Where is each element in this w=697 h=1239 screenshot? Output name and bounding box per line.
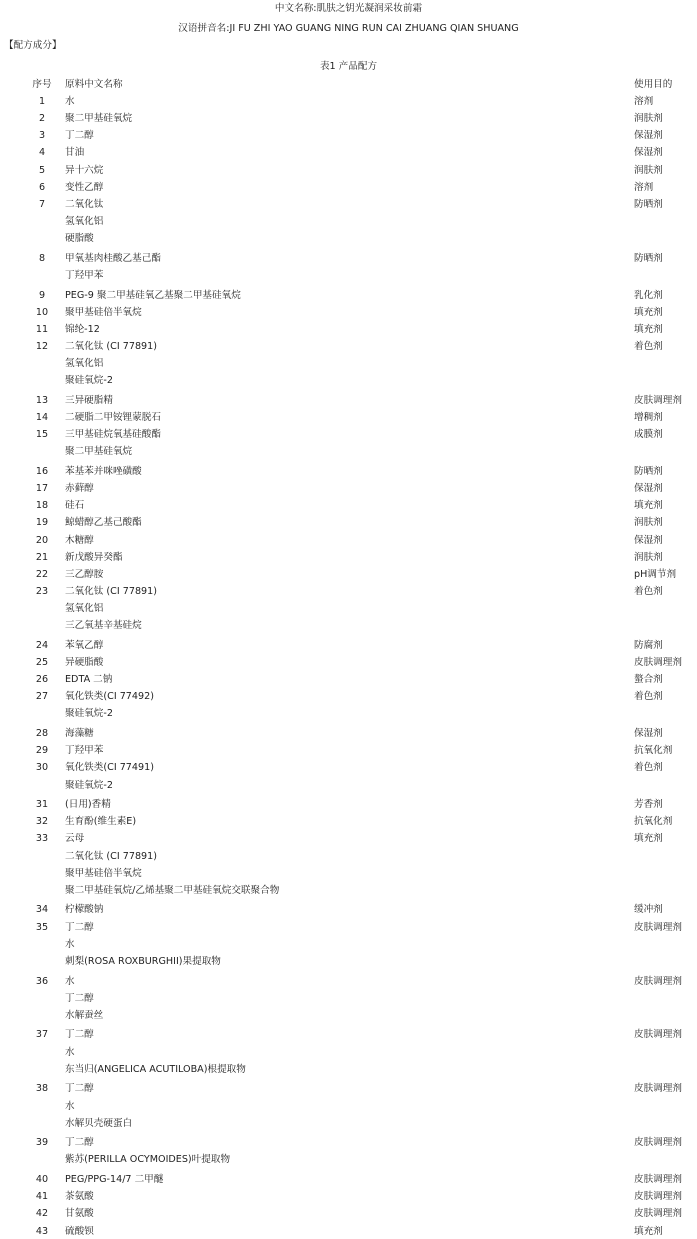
usage-purpose: 溶剂 xyxy=(634,96,654,107)
ingredient-name: 水 xyxy=(65,96,75,107)
row-number: 24 xyxy=(35,639,49,651)
ingredient-name: 氧化铁类(CI 77491) xyxy=(65,762,154,774)
table-row xyxy=(0,1189,697,1204)
usage-purpose: 填充剂 xyxy=(634,323,663,335)
usage-purpose: 保湿剂 xyxy=(634,130,663,142)
ingredient-name: 三异硬脂精 xyxy=(65,394,113,406)
ingredient-name: 三甲基硅烷氧基硅酸酯 xyxy=(65,429,161,441)
usage-purpose: 缓冲剂 xyxy=(634,904,663,916)
row-number: 43 xyxy=(35,1225,49,1237)
column-header-no: 序号 xyxy=(32,79,52,90)
table-row xyxy=(0,111,697,126)
ingredient-name: 丁二醇 xyxy=(65,1029,94,1041)
ingredient-name: 苯基苯并咪唑磺酸 xyxy=(65,465,142,477)
table-row xyxy=(0,743,697,758)
table-row-continuation xyxy=(0,356,697,371)
row-number: 42 xyxy=(35,1208,49,1220)
row-number: 19 xyxy=(35,517,49,529)
table-row xyxy=(0,322,697,337)
table-row xyxy=(0,410,697,425)
ingredient-name: 丁二醇 xyxy=(65,130,94,142)
row-number: 30 xyxy=(35,762,49,774)
row-number: 13 xyxy=(35,394,49,406)
row-number: 1 xyxy=(38,96,46,107)
row-number: 25 xyxy=(35,657,49,668)
ingredient-name: 茶氨酸 xyxy=(65,1191,94,1203)
row-number: 35 xyxy=(35,921,49,933)
row-number: 8 xyxy=(38,252,46,264)
ingredient-name: 水 xyxy=(65,938,75,950)
table-row-continuation xyxy=(0,214,697,229)
pinyin-name-line: 汉语拼音名:JI FU ZHI YAO GUANG NING RUN CAI ZHUANG QIAN SHUANG xyxy=(178,23,519,34)
table-row xyxy=(0,128,697,143)
usage-purpose: 填充剂 xyxy=(634,500,663,512)
ingredient-name: 甘氨酸 xyxy=(65,1208,94,1220)
usage-purpose: 皮肤调理剂 xyxy=(634,1029,682,1041)
usage-purpose: 溶剂 xyxy=(634,181,654,193)
ingredient-name: 二氧化钛 xyxy=(65,198,104,210)
table-row xyxy=(0,797,697,812)
table-row xyxy=(0,180,697,195)
table-row xyxy=(0,1172,697,1187)
ingredient-name: 甲氧基肉桂酸乙基己酯 xyxy=(65,252,161,264)
ingredient-name: 三乙氧基辛基硅烷 xyxy=(65,620,142,632)
table-row xyxy=(0,920,697,935)
column-header-ingredient: 原料中文名称 xyxy=(65,79,123,90)
ingredient-name: 丁二醇 xyxy=(65,1137,94,1149)
table-row xyxy=(0,726,697,741)
ingredient-name: 赤藓醇 xyxy=(65,483,94,495)
ingredient-name: 海藻糖 xyxy=(65,728,94,739)
usage-purpose: 皮肤调理剂 xyxy=(634,921,682,933)
ingredient-name: 硫酸钡 xyxy=(65,1225,94,1237)
table-row xyxy=(0,498,697,513)
table-row xyxy=(0,1027,697,1042)
table-row xyxy=(0,481,697,496)
ingredient-name: 甘油 xyxy=(65,147,85,159)
ingredient-name: 聚甲基硅倍半氧烷 xyxy=(65,306,142,318)
table-row-continuation xyxy=(0,618,697,633)
ingredient-name: PEG-9 聚二甲基硅氧乙基聚二甲基硅氧烷 xyxy=(65,289,241,301)
row-number: 29 xyxy=(35,745,49,757)
ingredient-name: 氧化铁类(CI 77492) xyxy=(65,691,154,703)
table-row-continuation xyxy=(0,849,697,864)
row-number: 2 xyxy=(38,113,46,125)
table-row xyxy=(0,251,697,266)
table-row xyxy=(0,533,697,548)
row-number: 17 xyxy=(35,483,49,495)
usage-purpose: 皮肤调理剂 xyxy=(634,394,682,406)
usage-purpose: 润肤剂 xyxy=(634,113,663,125)
row-number: 26 xyxy=(35,674,49,686)
ingredient-name: 刺梨(ROSA ROXBURGHII)果提取物 xyxy=(65,955,221,967)
usage-purpose: 乳化剂 xyxy=(634,289,663,301)
table-row xyxy=(0,1081,697,1096)
table-row-continuation xyxy=(0,231,697,246)
row-number: 7 xyxy=(38,198,46,210)
row-number: 38 xyxy=(35,1083,49,1095)
section-label-formula: 【配方成分】 xyxy=(4,40,62,51)
row-number: 37 xyxy=(35,1029,49,1041)
ingredient-name: 变性乙醇 xyxy=(65,181,104,193)
row-number: 6 xyxy=(38,181,46,193)
table-row xyxy=(0,974,697,989)
table-row xyxy=(0,94,697,109)
row-number: 23 xyxy=(35,585,49,597)
row-number: 41 xyxy=(35,1191,49,1203)
row-number: 27 xyxy=(35,691,49,703)
ingredient-name: 丁羟甲苯 xyxy=(65,745,104,757)
usage-purpose: 着色剂 xyxy=(634,341,663,352)
ingredient-name: 东当归(ANGELICA ACUTILOBA)根提取物 xyxy=(65,1063,246,1075)
table-row xyxy=(0,689,697,704)
ingredient-name: 氢氧化铝 xyxy=(65,603,104,615)
row-number: 3 xyxy=(38,130,46,142)
table-row-continuation xyxy=(0,601,697,616)
usage-purpose: 螯合剂 xyxy=(634,674,663,686)
usage-purpose: 成膜剂 xyxy=(634,429,663,441)
usage-purpose: 增稠剂 xyxy=(634,412,663,423)
table-row-continuation xyxy=(0,954,697,969)
row-number: 28 xyxy=(35,728,49,739)
table-row xyxy=(0,145,697,160)
product-name-line: 中文名称:肌肤之钥光凝润采妆前霜 xyxy=(274,3,423,14)
ingredient-name: 紫苏(PERILLA OCYMOIDES)叶提取物 xyxy=(65,1154,231,1166)
table-header-row xyxy=(0,77,697,92)
usage-purpose: 润肤剂 xyxy=(634,551,663,563)
ingredient-name: 聚硅氧烷-2 xyxy=(65,708,113,720)
ingredient-name: EDTA 二钠 xyxy=(65,674,113,686)
table-row xyxy=(0,672,697,687)
ingredient-name: 聚二甲基硅氧烷 xyxy=(65,446,133,458)
table-row xyxy=(0,638,697,653)
row-number: 34 xyxy=(35,904,49,916)
table-row-continuation xyxy=(0,937,697,952)
table-row-continuation xyxy=(0,1116,697,1131)
table-row xyxy=(0,1224,697,1239)
row-number: 18 xyxy=(35,500,49,512)
table-row xyxy=(0,814,697,829)
ingredient-name: (日用)香精 xyxy=(65,799,111,811)
usage-purpose: 皮肤调理剂 xyxy=(634,1208,682,1220)
row-number: 31 xyxy=(35,799,49,811)
usage-purpose: 着色剂 xyxy=(634,585,663,597)
table-row xyxy=(0,584,697,599)
ingredient-name: 水 xyxy=(65,1046,75,1058)
table-row xyxy=(0,288,697,303)
ingredient-name: 丁二醇 xyxy=(65,921,94,933)
table-row-continuation xyxy=(0,1099,697,1114)
usage-purpose: 皮肤调理剂 xyxy=(634,1137,682,1149)
table-row-continuation xyxy=(0,1062,697,1077)
column-header-purpose: 使用目的 xyxy=(634,79,673,90)
ingredient-name: 聚硅氧烷-2 xyxy=(65,779,113,791)
row-number: 22 xyxy=(35,568,49,580)
row-number: 21 xyxy=(35,551,49,563)
row-number: 32 xyxy=(35,816,49,828)
table-row-continuation xyxy=(0,444,697,459)
usage-purpose: 防晒剂 xyxy=(634,465,663,477)
table-row xyxy=(0,550,697,565)
table-row xyxy=(0,1135,697,1150)
row-number: 40 xyxy=(35,1174,49,1185)
row-number: 16 xyxy=(35,465,49,477)
ingredient-name: 新戊酸异癸酯 xyxy=(65,551,123,563)
ingredient-name: 水解贝壳硬蛋白 xyxy=(65,1117,133,1129)
table-row-continuation xyxy=(0,991,697,1006)
ingredient-name: 二氧化钛 (CI 77891) xyxy=(65,341,158,352)
usage-purpose: 润肤剂 xyxy=(634,164,663,176)
ingredient-name: 聚二甲基硅氧烷/乙烯基聚二甲基硅氧烷交联聚合物 xyxy=(65,884,280,896)
table-row xyxy=(0,197,697,212)
table-row xyxy=(0,902,697,917)
table-row xyxy=(0,163,697,178)
table-row xyxy=(0,831,697,846)
usage-purpose: 着色剂 xyxy=(634,762,663,774)
usage-purpose: 防晒剂 xyxy=(634,252,663,264)
table-row xyxy=(0,464,697,479)
ingredient-name: 柠檬酸钠 xyxy=(65,904,104,916)
table-row-continuation xyxy=(0,706,697,721)
ingredient-name: 二硬脂二甲铵锂蒙脱石 xyxy=(65,412,161,423)
ingredient-name: 鲸蜡醇乙基己酸酯 xyxy=(65,517,142,529)
table-row-continuation xyxy=(0,778,697,793)
usage-purpose: 填充剂 xyxy=(634,833,663,845)
ingredient-name: 异硬脂酸 xyxy=(65,657,104,668)
ingredient-name: 丁二醇 xyxy=(65,992,94,1004)
usage-purpose: 芳香剂 xyxy=(634,799,663,811)
ingredient-name: 丁羟甲苯 xyxy=(65,269,104,281)
usage-purpose: 抗氧化剂 xyxy=(634,745,673,757)
row-number: 12 xyxy=(35,341,49,352)
table-row xyxy=(0,760,697,775)
row-number: 5 xyxy=(38,164,46,176)
usage-purpose: 皮肤调理剂 xyxy=(634,975,682,987)
ingredient-name: 苯氧乙醇 xyxy=(65,639,104,651)
usage-purpose: 防晒剂 xyxy=(634,198,663,210)
ingredient-name: 二氧化钛 (CI 77891) xyxy=(65,585,158,597)
table-row-continuation xyxy=(0,268,697,283)
usage-purpose: 润肤剂 xyxy=(634,517,663,529)
usage-purpose: 皮肤调理剂 xyxy=(634,1174,682,1185)
usage-purpose: 保湿剂 xyxy=(634,483,663,495)
row-number: 10 xyxy=(35,306,49,318)
usage-purpose: 保湿剂 xyxy=(634,147,663,159)
usage-purpose: 皮肤调理剂 xyxy=(634,1083,682,1095)
usage-purpose: pH调节剂 xyxy=(634,568,677,580)
ingredient-name: 生育酚(维生素E) xyxy=(65,816,137,828)
ingredient-name: 氢氧化铝 xyxy=(65,216,104,227)
ingredient-name: 水解蚕丝 xyxy=(65,1009,104,1021)
usage-purpose: 填充剂 xyxy=(634,1225,663,1237)
row-number: 11 xyxy=(35,323,49,335)
table-row-continuation xyxy=(0,1152,697,1167)
table-row-continuation xyxy=(0,1045,697,1060)
table-row xyxy=(0,655,697,670)
ingredient-name: 云母 xyxy=(65,833,85,845)
ingredient-name: 硬脂酸 xyxy=(65,233,94,245)
ingredient-name: 氢氧化铝 xyxy=(65,358,104,370)
row-number: 4 xyxy=(38,147,46,159)
ingredient-name: 水 xyxy=(65,975,75,987)
table-caption: 表1 产品配方 xyxy=(319,61,378,72)
table-row-continuation xyxy=(0,373,697,388)
table-row-continuation xyxy=(0,883,697,898)
row-number: 33 xyxy=(35,833,49,845)
table-row xyxy=(0,393,697,408)
row-number: 15 xyxy=(35,429,49,441)
table-row xyxy=(0,567,697,582)
row-number: 9 xyxy=(38,289,46,301)
ingredient-name: 聚二甲基硅氧烷 xyxy=(65,113,133,125)
usage-purpose: 皮肤调理剂 xyxy=(634,657,682,668)
ingredient-name: 聚硅氧烷-2 xyxy=(65,375,113,387)
usage-purpose: 防腐剂 xyxy=(634,639,663,651)
ingredient-name: 三乙醇胺 xyxy=(65,568,104,580)
usage-purpose: 填充剂 xyxy=(634,306,663,318)
table-row-continuation xyxy=(0,1008,697,1023)
ingredient-name: 木糖醇 xyxy=(65,534,94,546)
usage-purpose: 皮肤调理剂 xyxy=(634,1191,682,1203)
usage-purpose: 着色剂 xyxy=(634,691,663,703)
table-row xyxy=(0,515,697,530)
table-row-continuation xyxy=(0,866,697,881)
ingredient-name: 锦纶-12 xyxy=(65,323,100,335)
ingredient-name: 丁二醇 xyxy=(65,1083,94,1095)
ingredient-name: 聚甲基硅倍半氧烷 xyxy=(65,867,142,879)
table-row xyxy=(0,339,697,354)
ingredient-name: 二氧化钛 (CI 77891) xyxy=(65,850,158,862)
usage-purpose: 保湿剂 xyxy=(634,534,663,546)
row-number: 39 xyxy=(35,1137,49,1149)
ingredient-name: 硅石 xyxy=(65,500,85,512)
row-number: 36 xyxy=(35,975,49,987)
row-number: 20 xyxy=(35,534,49,546)
row-number: 14 xyxy=(35,412,49,423)
table-row xyxy=(0,1206,697,1221)
ingredient-name: PEG/PPG-14/7 二甲醚 xyxy=(65,1174,164,1185)
table-row xyxy=(0,305,697,320)
usage-purpose: 抗氧化剂 xyxy=(634,816,673,828)
usage-purpose: 保湿剂 xyxy=(634,728,663,739)
table-row xyxy=(0,427,697,442)
ingredient-name: 异十六烷 xyxy=(65,164,104,176)
ingredient-name: 水 xyxy=(65,1100,75,1112)
